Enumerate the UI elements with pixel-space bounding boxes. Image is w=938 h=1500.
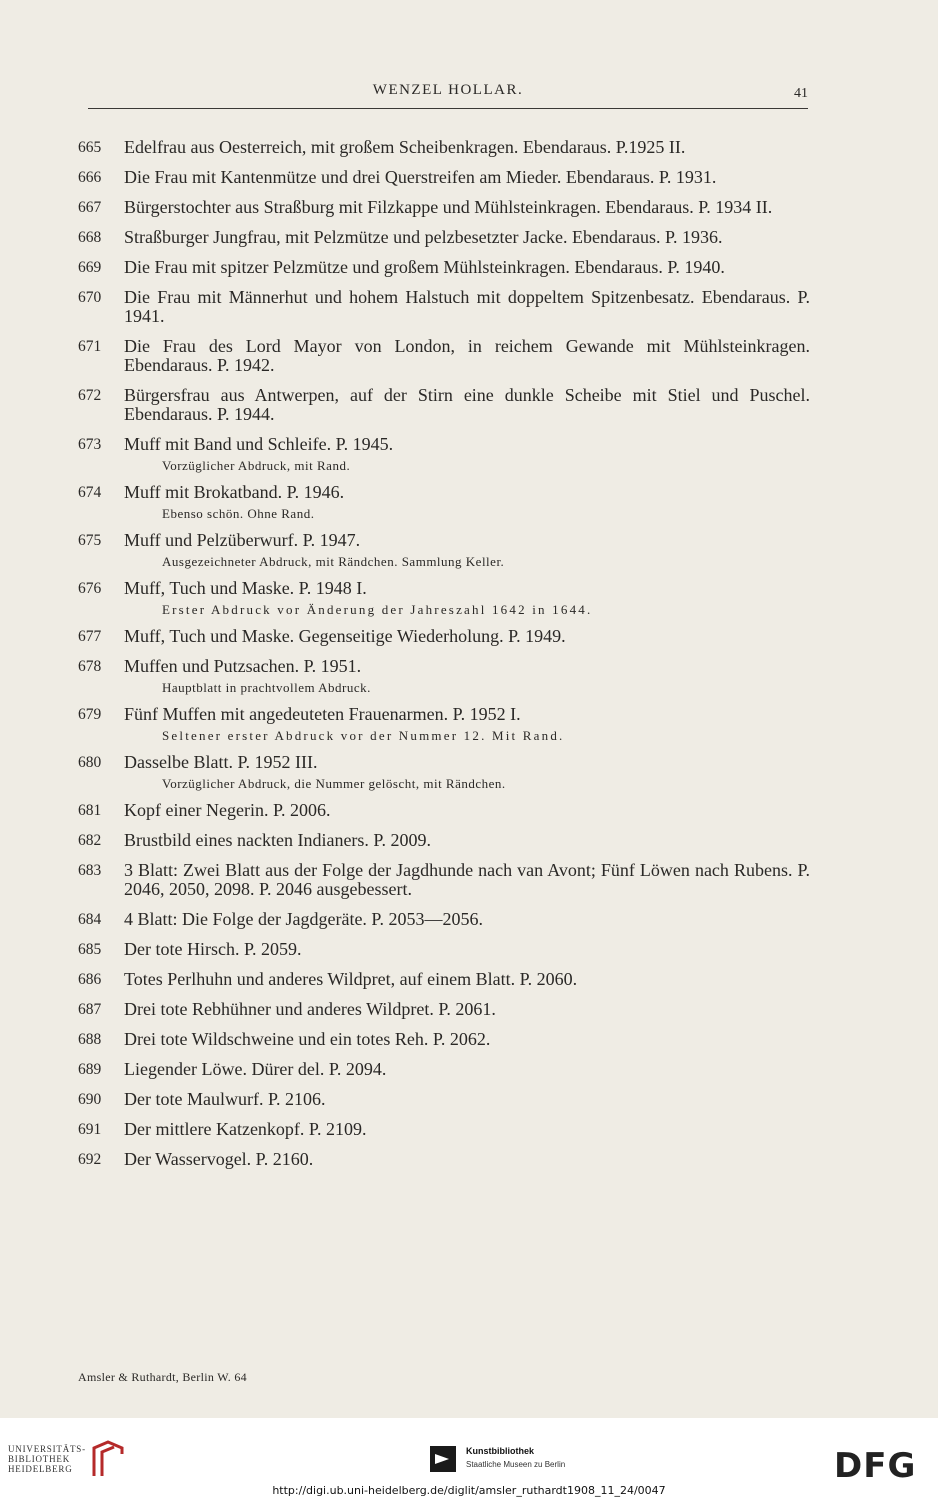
- running-header: [88, 82, 808, 109]
- entry-number: 691: [78, 1121, 102, 1138]
- entry-number: 688: [78, 1031, 102, 1048]
- entry-number: 671: [78, 338, 102, 355]
- catalog-entry: [78, 1120, 810, 1139]
- entry-text: Dasselbe Blatt. P. 1952 III.: [124, 752, 318, 772]
- entry-number: 666: [78, 169, 102, 186]
- kunstbibliothek-logo[interactable]: [430, 1440, 590, 1480]
- entry-text: Drei tote Rebhühner und anderes Wildpret. P. 2061.: [124, 999, 496, 1019]
- catalog-entry: [78, 657, 810, 696]
- entry-text: Die Frau des Lord Mayor von London, in reichem Gewande mit Mühlsteinkragen. Ebendaraus. P. 1942.: [124, 336, 810, 375]
- ub-logo-line: BIBLIOTHEK: [8, 1454, 70, 1464]
- entry-number: 672: [78, 387, 102, 404]
- entry-number: 685: [78, 941, 102, 958]
- entry-text: Totes Perlhuhn und anderes Wildpret, auf einem Blatt. P. 2060.: [124, 969, 578, 989]
- entry-text: Der tote Maulwurf. P. 2106.: [124, 1089, 326, 1109]
- catalog-entry: [78, 198, 810, 217]
- ub-logo-line: UNIVERSITÄTS-: [8, 1444, 86, 1454]
- entry-text: Muff mit Band und Schleife. P. 1945.: [124, 434, 394, 454]
- entry-note: Hauptblatt in prachtvollem Abdruck.: [162, 680, 371, 695]
- page-number: 41: [794, 86, 808, 101]
- entry-text: Straßburger Jungfrau, mit Pelzmütze und pelzbesetzter Jacke. Ebendaraus. P. 1936.: [124, 227, 723, 247]
- entry-number: 673: [78, 436, 102, 453]
- catalog-entry: [78, 861, 810, 899]
- entry-number: 682: [78, 832, 102, 849]
- ub-logo-line: HEIDELBERG: [8, 1464, 73, 1474]
- entry-text: Brustbild eines nackten Indianers. P. 2009.: [124, 830, 431, 850]
- catalog-entry: [78, 801, 810, 820]
- catalog-entry: [78, 258, 810, 277]
- entry-number: 667: [78, 199, 102, 216]
- entry-note: Vorzüglicher Abdruck, mit Rand.: [162, 458, 351, 473]
- catalog-entry: [78, 1030, 810, 1049]
- catalog-entry: [78, 1150, 810, 1169]
- catalog-entry: [78, 531, 810, 570]
- entry-text: Liegender Löwe. Dürer del. P. 2094.: [124, 1059, 387, 1079]
- catalog-entry: [78, 579, 810, 618]
- catalog-entry: [78, 168, 810, 187]
- entry-number: 677: [78, 628, 102, 645]
- header-title: WENZEL HOLLAR.: [372, 82, 524, 98]
- entry-number: 676: [78, 580, 102, 597]
- entry-text: 3 Blatt: Zwei Blatt aus der Folge der Jagdhunde nach van Avont; Fünf Löwen nach Rubens. P. 2046, 2050, 2098. P. 2046 ausgebessert.: [124, 860, 810, 899]
- page-url-link[interactable]: http://digi.ub.uni-heidelberg.de/diglit/amsler_ruthardt1908_11_24/0047: [272, 1484, 666, 1497]
- catalog-entry: [78, 1060, 810, 1079]
- catalog-entry: [78, 1090, 810, 1109]
- kb-subtitle: Staatliche Museen zu Berlin: [466, 1460, 566, 1469]
- entry-text: Die Frau mit Kantenmütze und drei Querstreifen am Mieder. Ebendaraus. P. 1931.: [124, 167, 717, 187]
- entry-text: Die Frau mit Männerhut und hohem Halstuch mit doppeltem Spitzenbesatz. Ebendaraus. P. 1941.: [124, 287, 810, 326]
- catalog-entry: [78, 337, 810, 375]
- entry-number: 678: [78, 658, 102, 675]
- entry-note: Ebenso schön. Ohne Rand.: [162, 506, 315, 521]
- entry-text: Muff und Pelzüberwurf. P. 1947.: [124, 530, 361, 550]
- entry-number: 681: [78, 802, 102, 819]
- entry-number: 687: [78, 1001, 102, 1018]
- catalog-entry: [78, 483, 810, 522]
- entry-text: Bürgersfrau aus Antwerpen, auf der Stirn eine dunkle Scheibe mit Stiel und Puschel. Ebendaraus. P. 1944.: [124, 385, 810, 424]
- entry-number: 669: [78, 259, 102, 276]
- entry-number: 683: [78, 862, 102, 879]
- catalog-entry: [78, 970, 810, 989]
- catalog-entry: [78, 940, 810, 959]
- kunstbibliothek-icon: [430, 1446, 456, 1472]
- entry-number: 684: [78, 911, 102, 928]
- catalog-entry: [78, 386, 810, 424]
- entry-number: 679: [78, 706, 102, 723]
- entry-text: Drei tote Wildschweine und ein totes Reh. P. 2062.: [124, 1029, 491, 1049]
- catalog-entry: [78, 753, 810, 792]
- ub-logo-text: [8, 1444, 86, 1474]
- entry-text: Muffen und Putzsachen. P. 1951.: [124, 656, 362, 676]
- entry-text: Edelfrau aus Oesterreich, mit großem Scheibenkragen. Ebendaraus. P.1925 II.: [124, 137, 686, 157]
- entry-number: 686: [78, 971, 102, 988]
- catalog-entries: [78, 138, 810, 1180]
- catalog-entry: [78, 705, 810, 744]
- publisher-imprint: Amsler & Ruthardt, Berlin W. 64: [78, 1370, 247, 1384]
- entry-number: 670: [78, 289, 102, 306]
- entry-note: Seltener erster Abdruck vor der Nummer 12. Mit Rand.: [162, 728, 565, 743]
- entry-number: 690: [78, 1091, 102, 1108]
- entry-text: Kopf einer Negerin. P. 2006.: [124, 800, 331, 820]
- entry-number: 668: [78, 229, 102, 246]
- catalog-entry: [78, 228, 810, 247]
- dfg-logo[interactable]: DFG: [834, 1446, 917, 1486]
- catalog-entry: [78, 1000, 810, 1019]
- kb-title: Kunstbibliothek: [466, 1446, 534, 1456]
- catalog-entry: [78, 831, 810, 850]
- entry-text: Der mittlere Katzenkopf. P. 2109.: [124, 1119, 367, 1139]
- catalog-entry: [78, 138, 810, 157]
- entry-text: 4 Blatt: Die Folge der Jagdgeräte. P. 2053—2056.: [124, 909, 483, 929]
- catalog-entry: [78, 627, 810, 646]
- entry-text: Der Wasservogel. P. 2160.: [124, 1149, 314, 1169]
- entry-number: 675: [78, 532, 102, 549]
- catalog-entry: [78, 435, 810, 474]
- entry-note: Ausgezeichneter Abdruck, mit Rändchen. Sammlung Keller.: [162, 554, 505, 569]
- entry-number: 692: [78, 1151, 102, 1168]
- catalog-entry: [78, 910, 810, 929]
- entry-note: Erster Abdruck vor Änderung der Jahreszahl 1642 in 1644.: [162, 602, 593, 617]
- entry-number: 674: [78, 484, 102, 501]
- entry-number: 665: [78, 139, 102, 156]
- catalog-entry: [78, 288, 810, 326]
- ub-emblem-icon: [88, 1440, 128, 1480]
- ub-heidelberg-logo[interactable]: [8, 1438, 138, 1488]
- entry-text: Bürgerstochter aus Straßburg mit Filzkappe und Mühlsteinkragen. Ebendaraus. P. 1934 II.: [124, 197, 773, 217]
- entry-text: Fünf Muffen mit angedeuteten Frauenarmen. P. 1952 I.: [124, 704, 521, 724]
- entry-text: Muff, Tuch und Maske. Gegenseitige Wiederholung. P. 1949.: [124, 626, 566, 646]
- entry-note: Vorzüglicher Abdruck, die Nummer gelöscht, mit Rändchen.: [162, 776, 506, 791]
- entry-text: Der tote Hirsch. P. 2059.: [124, 939, 302, 959]
- entry-text: Muff, Tuch und Maske. P. 1948 I.: [124, 578, 367, 598]
- entry-number: 689: [78, 1061, 102, 1078]
- entry-number: 680: [78, 754, 102, 771]
- entry-text: Muff mit Brokatband. P. 1946.: [124, 482, 345, 502]
- entry-text: Die Frau mit spitzer Pelzmütze und großem Mühlsteinkragen. Ebendaraus. P. 1940.: [124, 257, 725, 277]
